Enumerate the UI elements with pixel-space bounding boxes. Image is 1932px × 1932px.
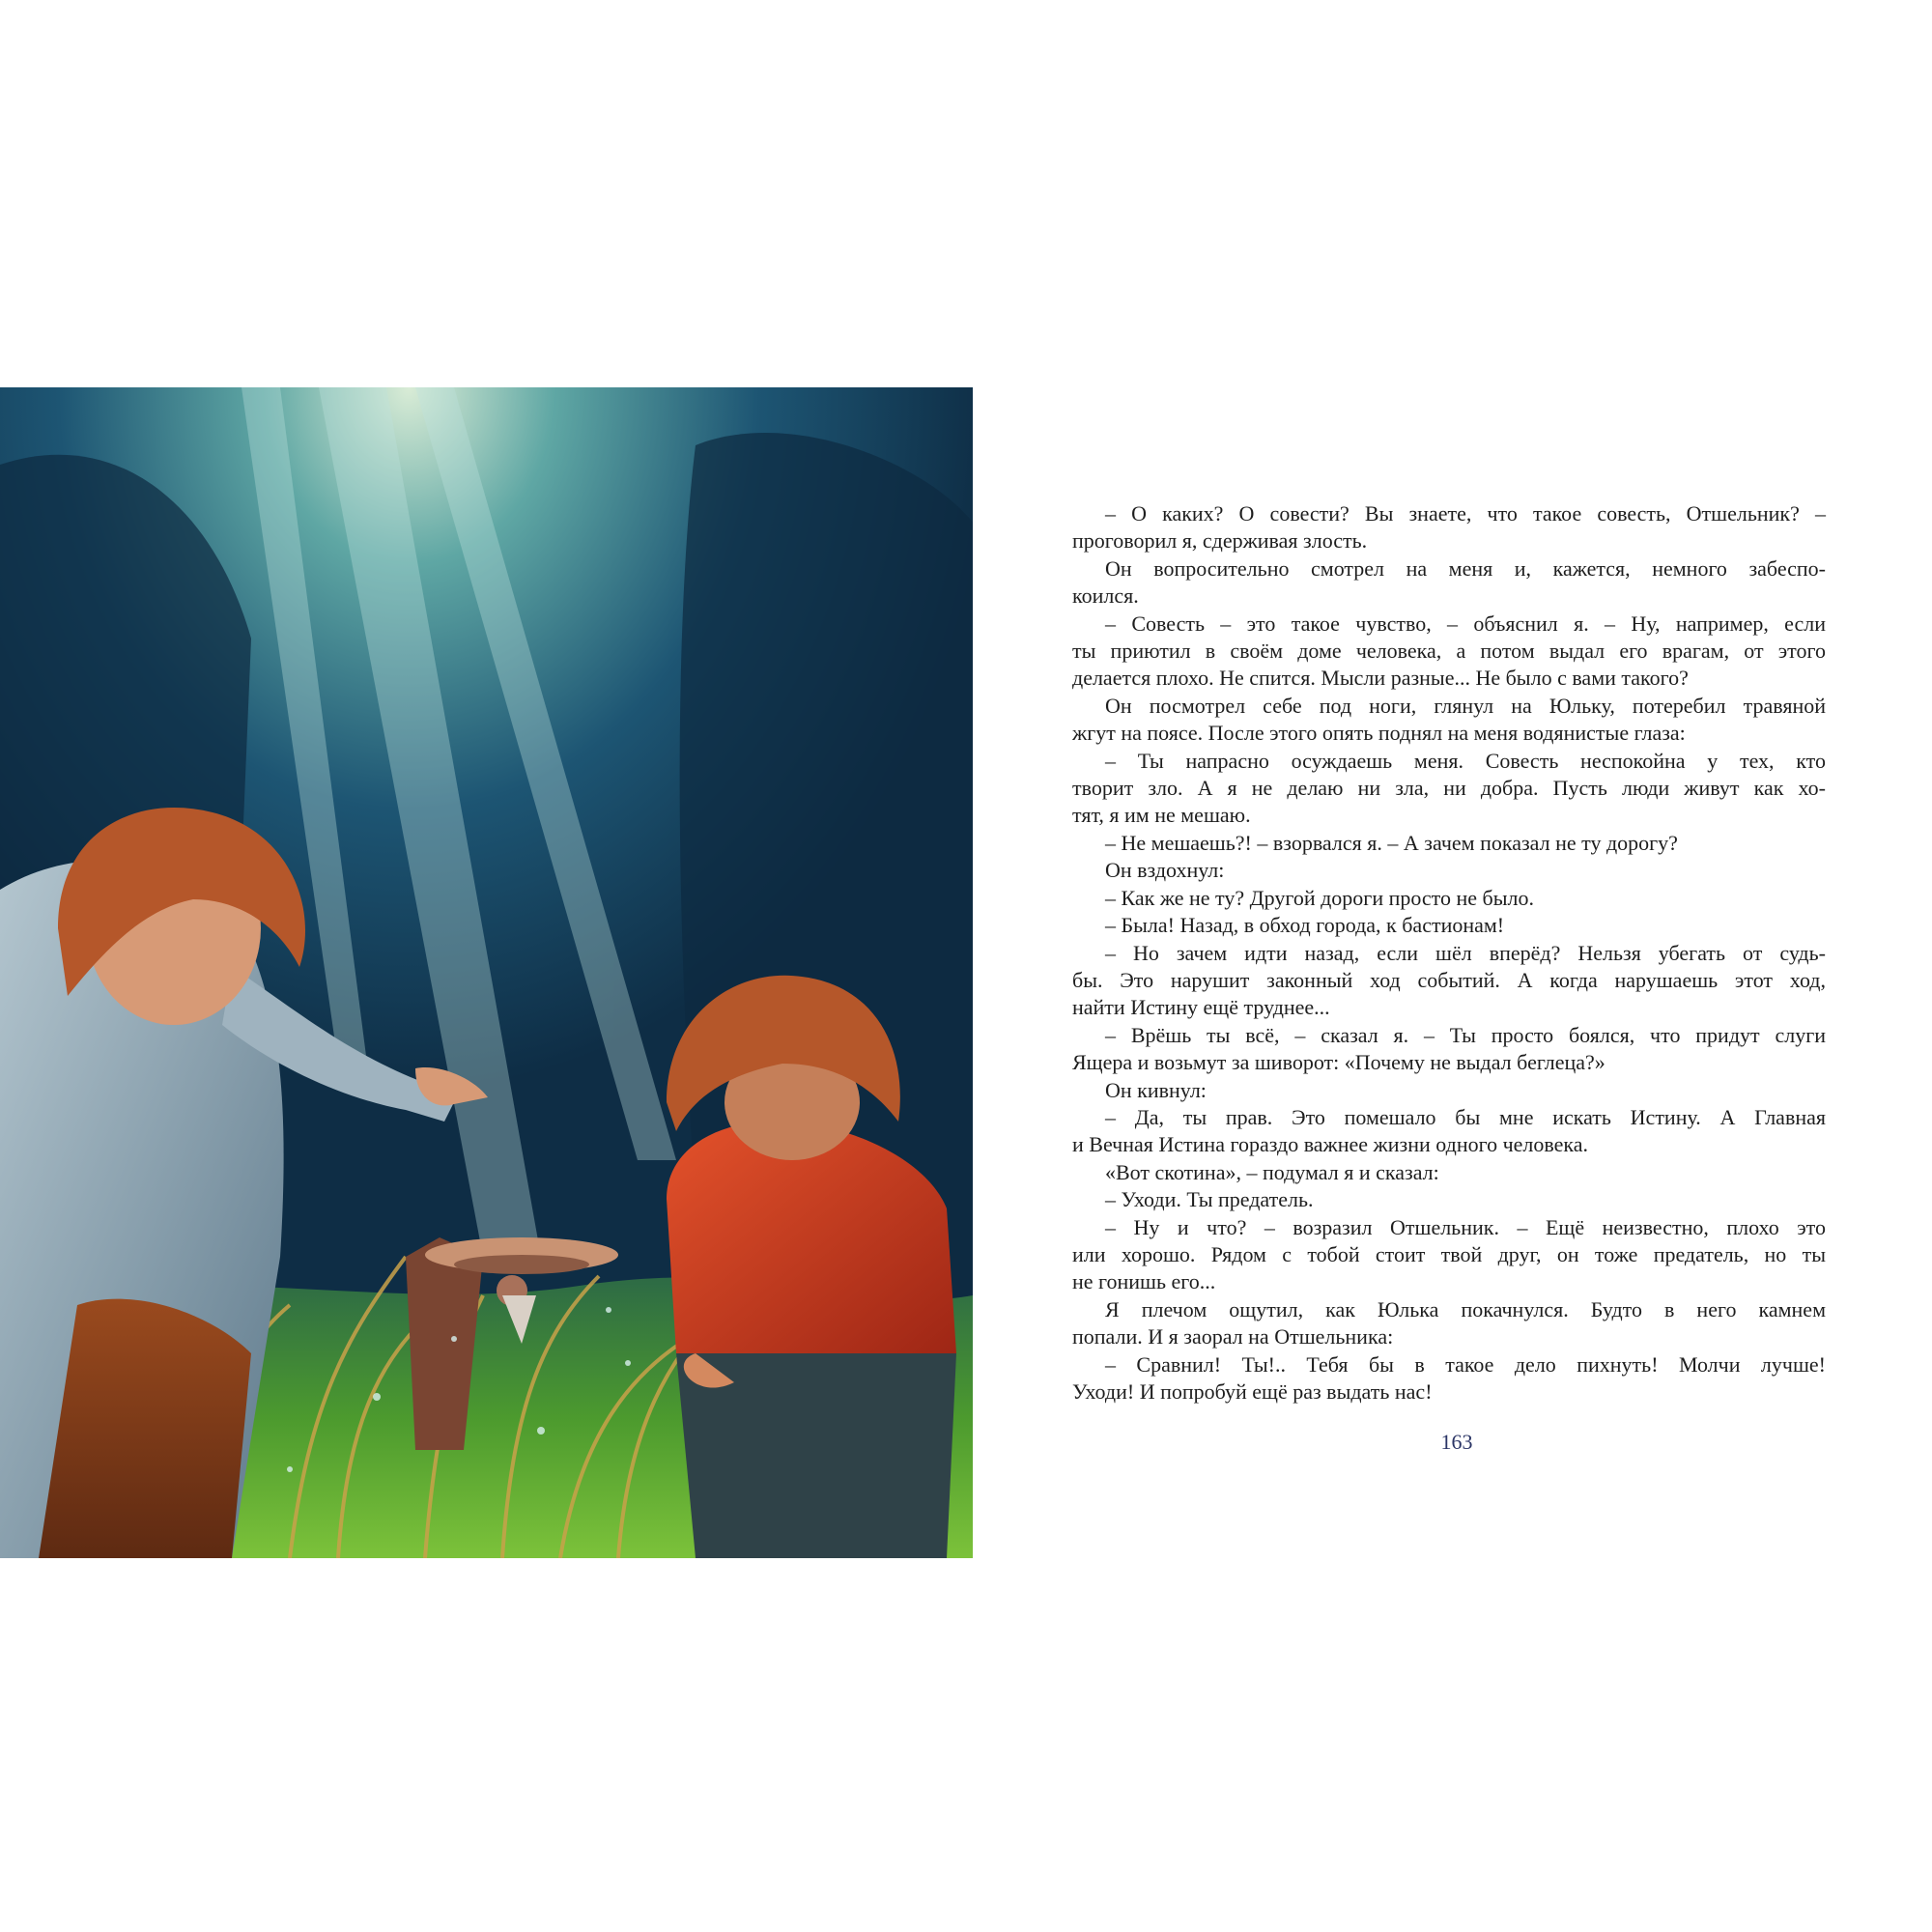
text-line: «Вот скотина», – подумал я и сказал: [1105,1159,1439,1184]
text-line: – Да, ты прав. Это помешало бы мне искать Истину. А Главная [1105,1104,1826,1129]
text-line: коился. [1072,583,1139,609]
text-line: – О каких? О совести? Вы знаете, что такое совесть, Отшельник? – [1105,501,1826,526]
text-line: или хорошо. Рядом с тобой стоит твой друг, он тоже предатель, но ты [1072,1241,1826,1266]
text-line: Он посмотрел себе под ноги, глянул на Юльку, потеребил травяной [1105,693,1826,718]
illustration-painting [0,387,973,1558]
text-line: делается плохо. Не спится. Мысли разные... Не было с вами такого? [1072,666,1689,691]
text-line: Уходи! И попробуй ещё раз выдать нас! [1072,1379,1433,1404]
text-line: Я плечом ощутил, как Юлька покачнулся. Будто в него камнем [1105,1296,1826,1321]
text-line: – Сравнил! Ты!.. Тебя бы в такое дело пихнуть! Молчи лучше! [1105,1351,1826,1377]
text-line: – Но зачем идти назад, если шёл вперёд? Нельзя убегать от судь- [1105,940,1826,965]
text-line: не гонишь его... [1072,1269,1216,1294]
text-line: и Вечная Истина гораздо важнее жизни одного человека. [1072,1132,1589,1157]
text-line: – Врёшь ты всё, – сказал я. – Ты просто боялся, что придут слуги [1105,1022,1826,1047]
text-line: бы. Это нарушит законный ход событий. А когда нарушаешь этот ход, [1072,967,1826,992]
text-line: ты приютил в своём доме человека, а потом выдал его врагам, от этого [1072,639,1826,664]
text-line: Ящера и возьмут за шиворот: «Почему не выдал беглеца?» [1072,1050,1605,1075]
text-line: тят, я им не мешаю. [1072,803,1251,828]
text-page [1072,500,1826,1406]
page-number: 163 [1440,1430,1473,1454]
text-line: творит зло. А я не делаю ни зла, ни добра. Пусть люди живут как хо- [1072,776,1826,801]
text-line: – Не мешаешь?! – взорвался я. – А зачем показал не ту дорогу? [1105,830,1678,855]
text-line: – Была! Назад, в обход города, к бастионам! [1105,913,1505,938]
text-line: Он вздохнул: [1105,858,1225,883]
text-line: – Уходи. Ты предатель. [1105,1187,1314,1212]
text-line: – Совесть – это такое чувство, – объяснил я. – Ну, например, если [1105,611,1826,636]
illustration [0,387,973,1558]
text-line: – Как же не ту? Другой дороги просто не было. [1105,885,1534,910]
text-line: – Ну и что? – возразил Отшельник. – Ещё неизвестно, плохо это [1105,1214,1826,1239]
text-line: найти Истину ещё труднее... [1072,995,1330,1020]
text-line: попали. И я заорал на Отшельника: [1072,1324,1394,1350]
text-line: – Ты напрасно осуждаешь меня. Совесть неспокойна у тех, кто [1105,748,1826,773]
text-line: Он кивнул: [1105,1077,1207,1102]
text-body [1072,500,1826,1406]
text-line: жгут на поясе. После этого опять поднял на меня водянистые глаза: [1072,721,1686,746]
text-line: Он вопросительно смотрел на меня и, кажется, немного забеспо- [1105,555,1826,581]
text-line: проговорил я, сдерживая злость. [1072,528,1368,554]
